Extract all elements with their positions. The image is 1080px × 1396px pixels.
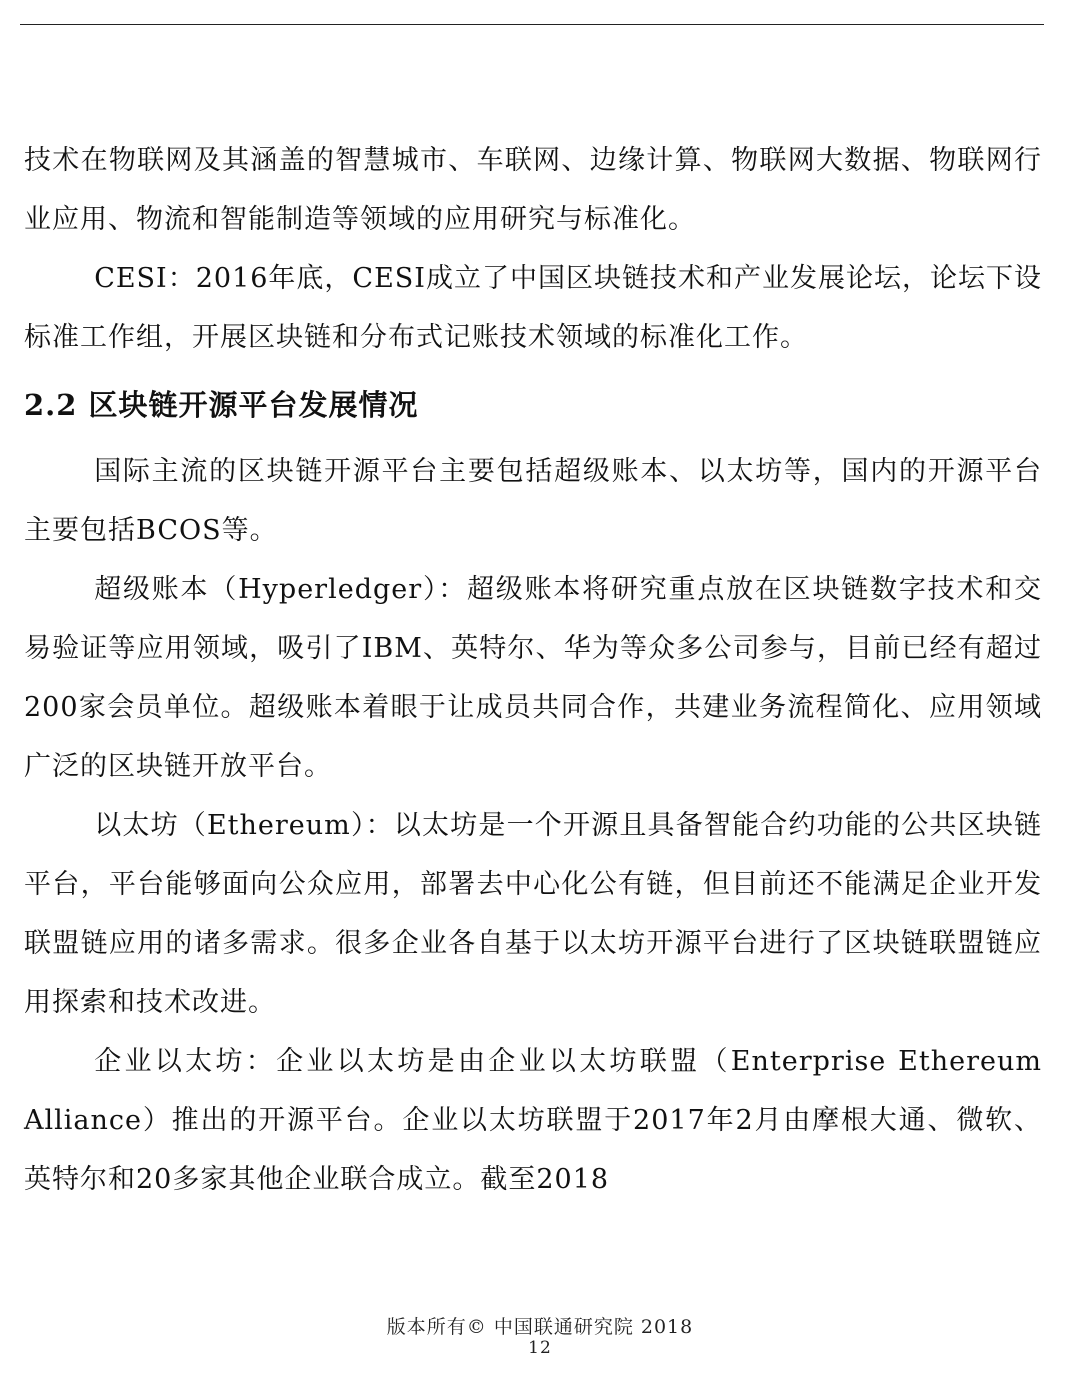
paragraph-cesi: CESI：2016年底，CESI成立了中国区块链技术和产业发展论坛，论坛下设标准工作组，开展区块链和分布式记账技术领域的标准化工作。 [24,263,1042,353]
page-number: 12 [528,1338,552,1358]
paragraph-hyperledger: 超级账本（Hyperledger）：超级账本将研究重点放在区块链数字技术和交易验证等应用领域，吸引了IBM、英特尔、华为等众多公司参与，目前已经有超过200家会员单位。超级账本着眼于让成员共同合作，共建业务流程简化、应用领域广泛的区块链开放平台。 [24,574,1042,782]
paragraph-ethereum: 以太坊（Ethereum）：以太坊是一个开源且具备智能合约功能的公共区块链平台，平台能够面向公众应用，部署去中心化公有链，但目前还不能满足企业开发联盟链应用的诸多需求。很多企业各自基于以太坊开源平台进行了区块链联盟链应用探索和技术改进。 [24,810,1042,1018]
header-rule [20,24,1044,25]
paragraph-enterprise-ethereum: 企业以太坊：企业以太坊是由企业以太坊联盟（Enterprise Ethereum Alliance）推出的开源平台。企业以太坊联盟于2017年2月由摩根大通、微软、英特尔和20多家其他企业联合成立。截至2018 [24,1046,1042,1195]
document-body [24,131,1042,1209]
paragraph-iot-continuation: 技术在物联网及其涵盖的智慧城市、车联网、边缘计算、物联网大数据、物联网行业应用、物流和智能制造等领域的应用研究与标准化。 [24,145,1042,235]
section-heading: 2.2 区块链开源平台发展情况 [24,388,419,422]
footer-copyright: 版本所有© 中国联通研究院 2018 [386,1316,694,1338]
paragraph-intro: 国际主流的区块链开源平台主要包括超级账本、以太坊等，国内的开源平台主要包括BCOS等。 [24,456,1042,546]
